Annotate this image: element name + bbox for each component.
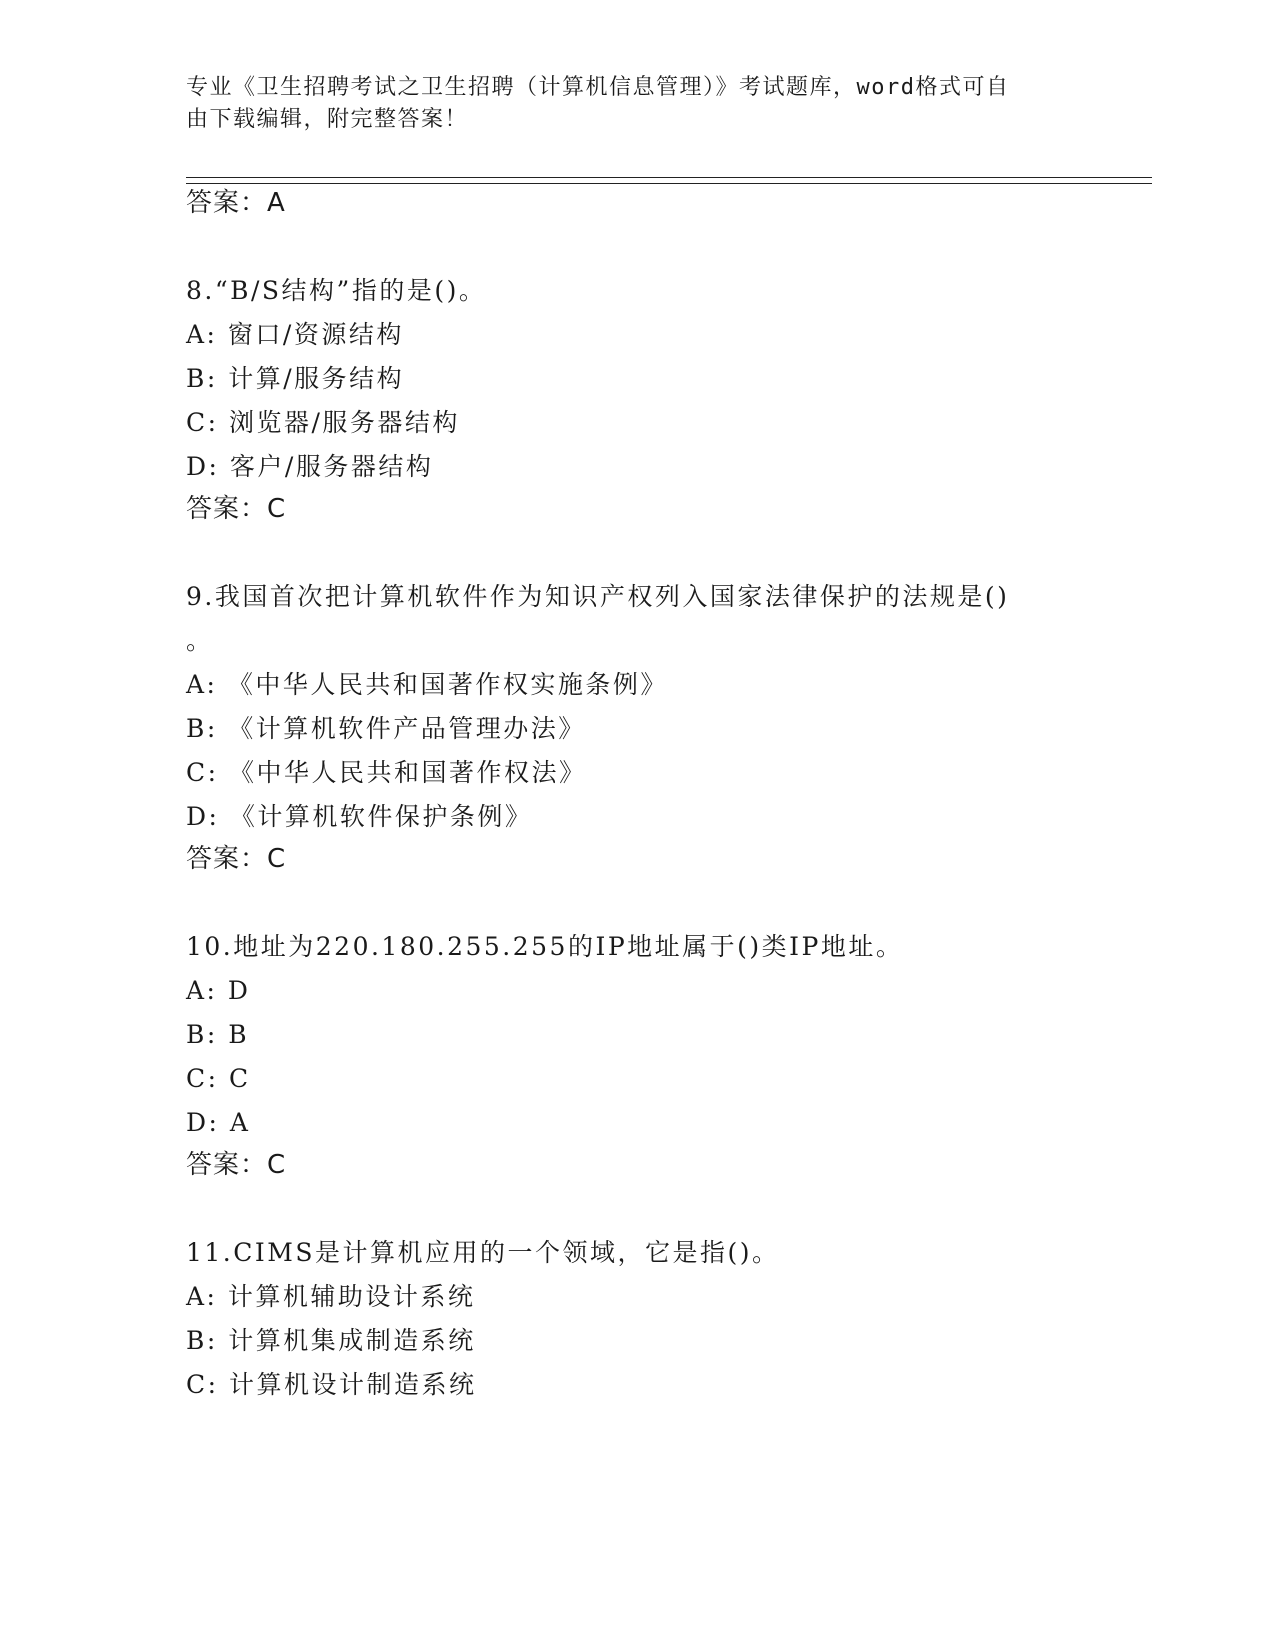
question-9-text-cont: 。	[186, 626, 214, 655]
question-9-option-a: A: 《中华人民共和国著作权实施条例》	[186, 670, 668, 699]
question-10-option-b: B: B	[186, 1020, 250, 1049]
question-9-option-c: C: 《中华人民共和国著作权法》	[186, 758, 587, 787]
question-11-option-a: A: 计算机辅助设计系统	[186, 1282, 476, 1311]
header-line-1: 专业《卫生招聘考试之卫生招聘（计算机信息管理）》考试题库，word格式可自	[186, 75, 1010, 100]
answer-line: 答案：A	[186, 188, 286, 218]
document-header	[186, 72, 1066, 136]
question-11-option-b: B: 计算机集成制造系统	[186, 1326, 476, 1355]
question-9-option-d: D: 《计算机软件保护条例》	[186, 802, 533, 831]
question-11-text: 11.CIMS是计算机应用的一个领域，它是指()。	[186, 1238, 780, 1267]
question-8-option-c: C: 浏览器/服务器结构	[186, 408, 460, 437]
question-9-text: 9.我国首次把计算机软件作为知识产权列入国家法律保护的法规是()	[186, 582, 1010, 611]
question-10-option-c: C: C	[186, 1064, 251, 1093]
question-8-option-a: A: 窗口/资源结构	[186, 320, 404, 349]
question-10-option-d: D: A	[186, 1108, 251, 1137]
question-8-option-d: D: 客户/服务器结构	[186, 452, 434, 481]
question-8-answer: 答案：C	[186, 494, 287, 524]
question-9-answer: 答案：C	[186, 844, 287, 874]
question-8-text: 8.“B/S结构”指的是()。	[186, 276, 487, 305]
question-10-option-a: A: D	[186, 976, 251, 1005]
question-10-text: 10.地址为220.180.255.255的IP地址属于()类IP地址。	[186, 932, 904, 961]
question-10-answer: 答案：C	[186, 1150, 287, 1180]
header-line-2: 由下载编辑，附完整答案！	[186, 107, 469, 132]
header-divider-bottom	[186, 183, 1152, 184]
question-8-option-b: B: 计算/服务结构	[186, 364, 405, 393]
header-divider-top	[186, 177, 1152, 178]
question-11-option-c: C: 计算机设计制造系统	[186, 1370, 477, 1399]
question-9-option-b: B: 《计算机软件产品管理办法》	[186, 714, 586, 743]
